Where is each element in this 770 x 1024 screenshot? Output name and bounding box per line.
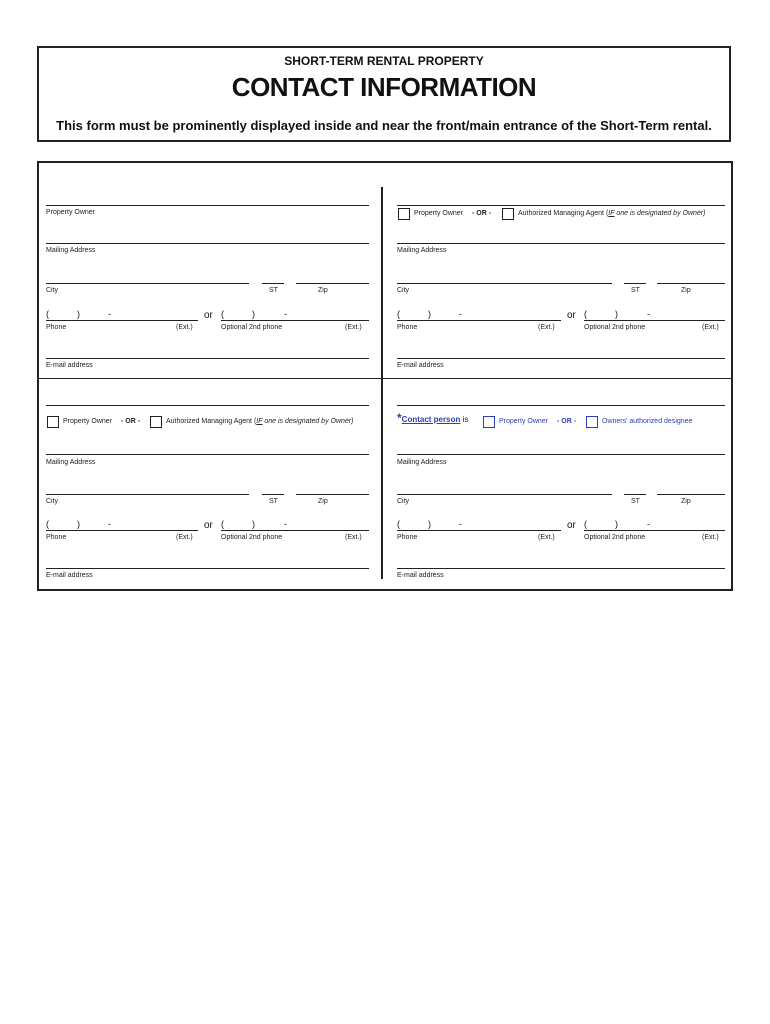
city-label: City — [46, 287, 59, 294]
mailing-address-label: Mailing Address — [397, 459, 447, 466]
phone2-label: Optional 2nd phone — [221, 324, 283, 331]
managing-agent-option-label: Authorized Managing Agent (IF one is designated by Owner) — [166, 418, 354, 425]
phone2-paren-right: ) — [252, 519, 255, 529]
ext-label: (Ext.) — [538, 534, 555, 541]
city-field[interactable] — [397, 494, 612, 495]
phone-label: Phone — [46, 324, 67, 331]
phone-paren-right: ) — [77, 309, 80, 319]
phone-or: or — [567, 310, 576, 321]
city-field[interactable] — [46, 283, 249, 284]
city-field[interactable] — [397, 283, 612, 284]
state-label: ST — [631, 498, 640, 505]
phone-paren-right: ) — [428, 519, 431, 529]
page-title: CONTACT INFORMATION — [231, 72, 537, 102]
managing-agent-checkbox[interactable] — [502, 208, 514, 220]
phone-paren-left: ( — [46, 309, 49, 319]
ext2-label: (Ext.) — [702, 324, 719, 331]
contact-owner-checkbox[interactable] — [483, 416, 495, 428]
state-label: ST — [269, 498, 278, 505]
phone-paren-right: ) — [428, 309, 431, 319]
mailing-address-label: Mailing Address — [397, 247, 447, 254]
ext2-label: (Ext.) — [702, 534, 719, 541]
ext2-label: (Ext.) — [345, 324, 362, 331]
phone2-dash: - — [647, 309, 650, 319]
row-divider — [39, 378, 731, 379]
email-label: E-mail address — [46, 572, 93, 579]
phone2-paren-right: ) — [252, 309, 255, 319]
email-field[interactable] — [46, 358, 369, 359]
zip-field[interactable] — [296, 283, 369, 284]
zip-label: Zip — [681, 498, 691, 505]
property-owner-option-label: Property Owner — [414, 210, 464, 217]
phone2-dash: - — [647, 519, 650, 529]
email-field[interactable] — [397, 358, 725, 359]
city-label: City — [397, 498, 410, 505]
zip-field[interactable] — [296, 494, 369, 495]
property-owner-checkbox[interactable] — [47, 416, 59, 428]
mailing-address-label: Mailing Address — [46, 247, 96, 254]
owner-agent-name-field[interactable] — [397, 205, 725, 206]
phone2-label: Optional 2nd phone — [584, 324, 646, 331]
ext-label: (Ext.) — [538, 324, 555, 331]
phone2-field[interactable] — [584, 320, 725, 321]
contact-person-label: *Contact person is — [397, 411, 469, 425]
phone-paren-right: ) — [77, 519, 80, 529]
phone2-paren-left: ( — [584, 309, 587, 319]
phone2-paren-right: ) — [615, 519, 618, 529]
city-label: City — [46, 498, 59, 505]
form-header — [37, 46, 731, 142]
phone2-paren-left: ( — [221, 519, 224, 529]
mailing-address-field[interactable] — [397, 243, 725, 244]
zip-label: Zip — [318, 287, 328, 294]
phone-or: or — [204, 310, 213, 321]
phone-field[interactable] — [397, 530, 561, 531]
owner-agent-name-field[interactable] — [46, 405, 369, 406]
ext-label: (Ext.) — [176, 324, 193, 331]
phone2-field[interactable] — [221, 320, 369, 321]
owners-designee-checkbox[interactable] — [586, 416, 598, 428]
or-separator: - OR - — [121, 418, 141, 425]
phone-field[interactable] — [46, 320, 198, 321]
state-field[interactable] — [262, 494, 284, 495]
phone-paren-left: ( — [397, 519, 400, 529]
state-label: ST — [269, 287, 278, 294]
zip-field[interactable] — [657, 283, 725, 284]
ext2-label: (Ext.) — [345, 534, 362, 541]
phone-dash: - — [459, 309, 462, 319]
or-separator: - OR - — [472, 210, 492, 217]
mailing-address-field[interactable] — [46, 454, 369, 455]
phone-field[interactable] — [397, 320, 561, 321]
phone-paren-left: ( — [397, 309, 400, 319]
phone2-dash: - — [284, 519, 287, 529]
email-field[interactable] — [397, 568, 725, 569]
contact-person-name-field[interactable] — [397, 405, 725, 406]
managing-agent-option-label: Authorized Managing Agent (IF one is designated by Owner) — [518, 210, 706, 217]
display-instruction: This form must be prominently displayed inside and near the front/main entrance of the Short-Term rental. — [56, 118, 712, 133]
contact-owner-option-label: Property Owner — [499, 418, 549, 425]
email-label: E-mail address — [46, 362, 93, 369]
state-field[interactable] — [624, 494, 646, 495]
zip-label: Zip — [318, 498, 328, 505]
header-subtitle: SHORT-TERM RENTAL PROPERTY — [284, 54, 484, 68]
phone-dash: - — [108, 309, 111, 319]
phone-field[interactable] — [46, 530, 198, 531]
phone-label: Phone — [397, 324, 418, 331]
phone2-paren-right: ) — [615, 309, 618, 319]
owner-name-label: Property Owner — [46, 209, 96, 216]
zip-label: Zip — [681, 287, 691, 294]
property-owner-checkbox[interactable] — [398, 208, 410, 220]
phone2-field[interactable] — [221, 530, 369, 531]
phone-dash: - — [459, 519, 462, 529]
owner-name-field[interactable] — [46, 205, 369, 206]
column-divider — [381, 187, 383, 579]
managing-agent-checkbox[interactable] — [150, 416, 162, 428]
phone2-paren-left: ( — [221, 309, 224, 319]
phone-paren-left: ( — [46, 519, 49, 529]
contact-form — [37, 161, 733, 591]
state-field[interactable] — [624, 283, 646, 284]
mailing-address-field[interactable] — [397, 454, 725, 455]
email-field[interactable] — [46, 568, 369, 569]
property-owner-option-label: Property Owner — [63, 418, 113, 425]
email-label: E-mail address — [397, 572, 444, 579]
owners-designee-option-label: Owners' authorized designee — [602, 418, 693, 425]
city-field[interactable] — [46, 494, 249, 495]
phone2-dash: - — [284, 309, 287, 319]
phone-or: or — [204, 520, 213, 531]
ext-label: (Ext.) — [176, 534, 193, 541]
state-label: ST — [631, 287, 640, 294]
phone-dash: - — [108, 519, 111, 529]
mailing-address-field[interactable] — [46, 243, 369, 244]
mailing-address-label: Mailing Address — [46, 459, 96, 466]
phone2-label: Optional 2nd phone — [584, 534, 646, 541]
phone-or: or — [567, 520, 576, 531]
city-label: City — [397, 287, 410, 294]
phone2-label: Optional 2nd phone — [221, 534, 283, 541]
email-label: E-mail address — [397, 362, 444, 369]
phone2-field[interactable] — [584, 530, 725, 531]
phone-label: Phone — [46, 534, 67, 541]
phone2-paren-left: ( — [584, 519, 587, 529]
phone-label: Phone — [397, 534, 418, 541]
state-field[interactable] — [262, 283, 284, 284]
contact-or-separator: - OR - — [557, 418, 577, 425]
zip-field[interactable] — [657, 494, 725, 495]
